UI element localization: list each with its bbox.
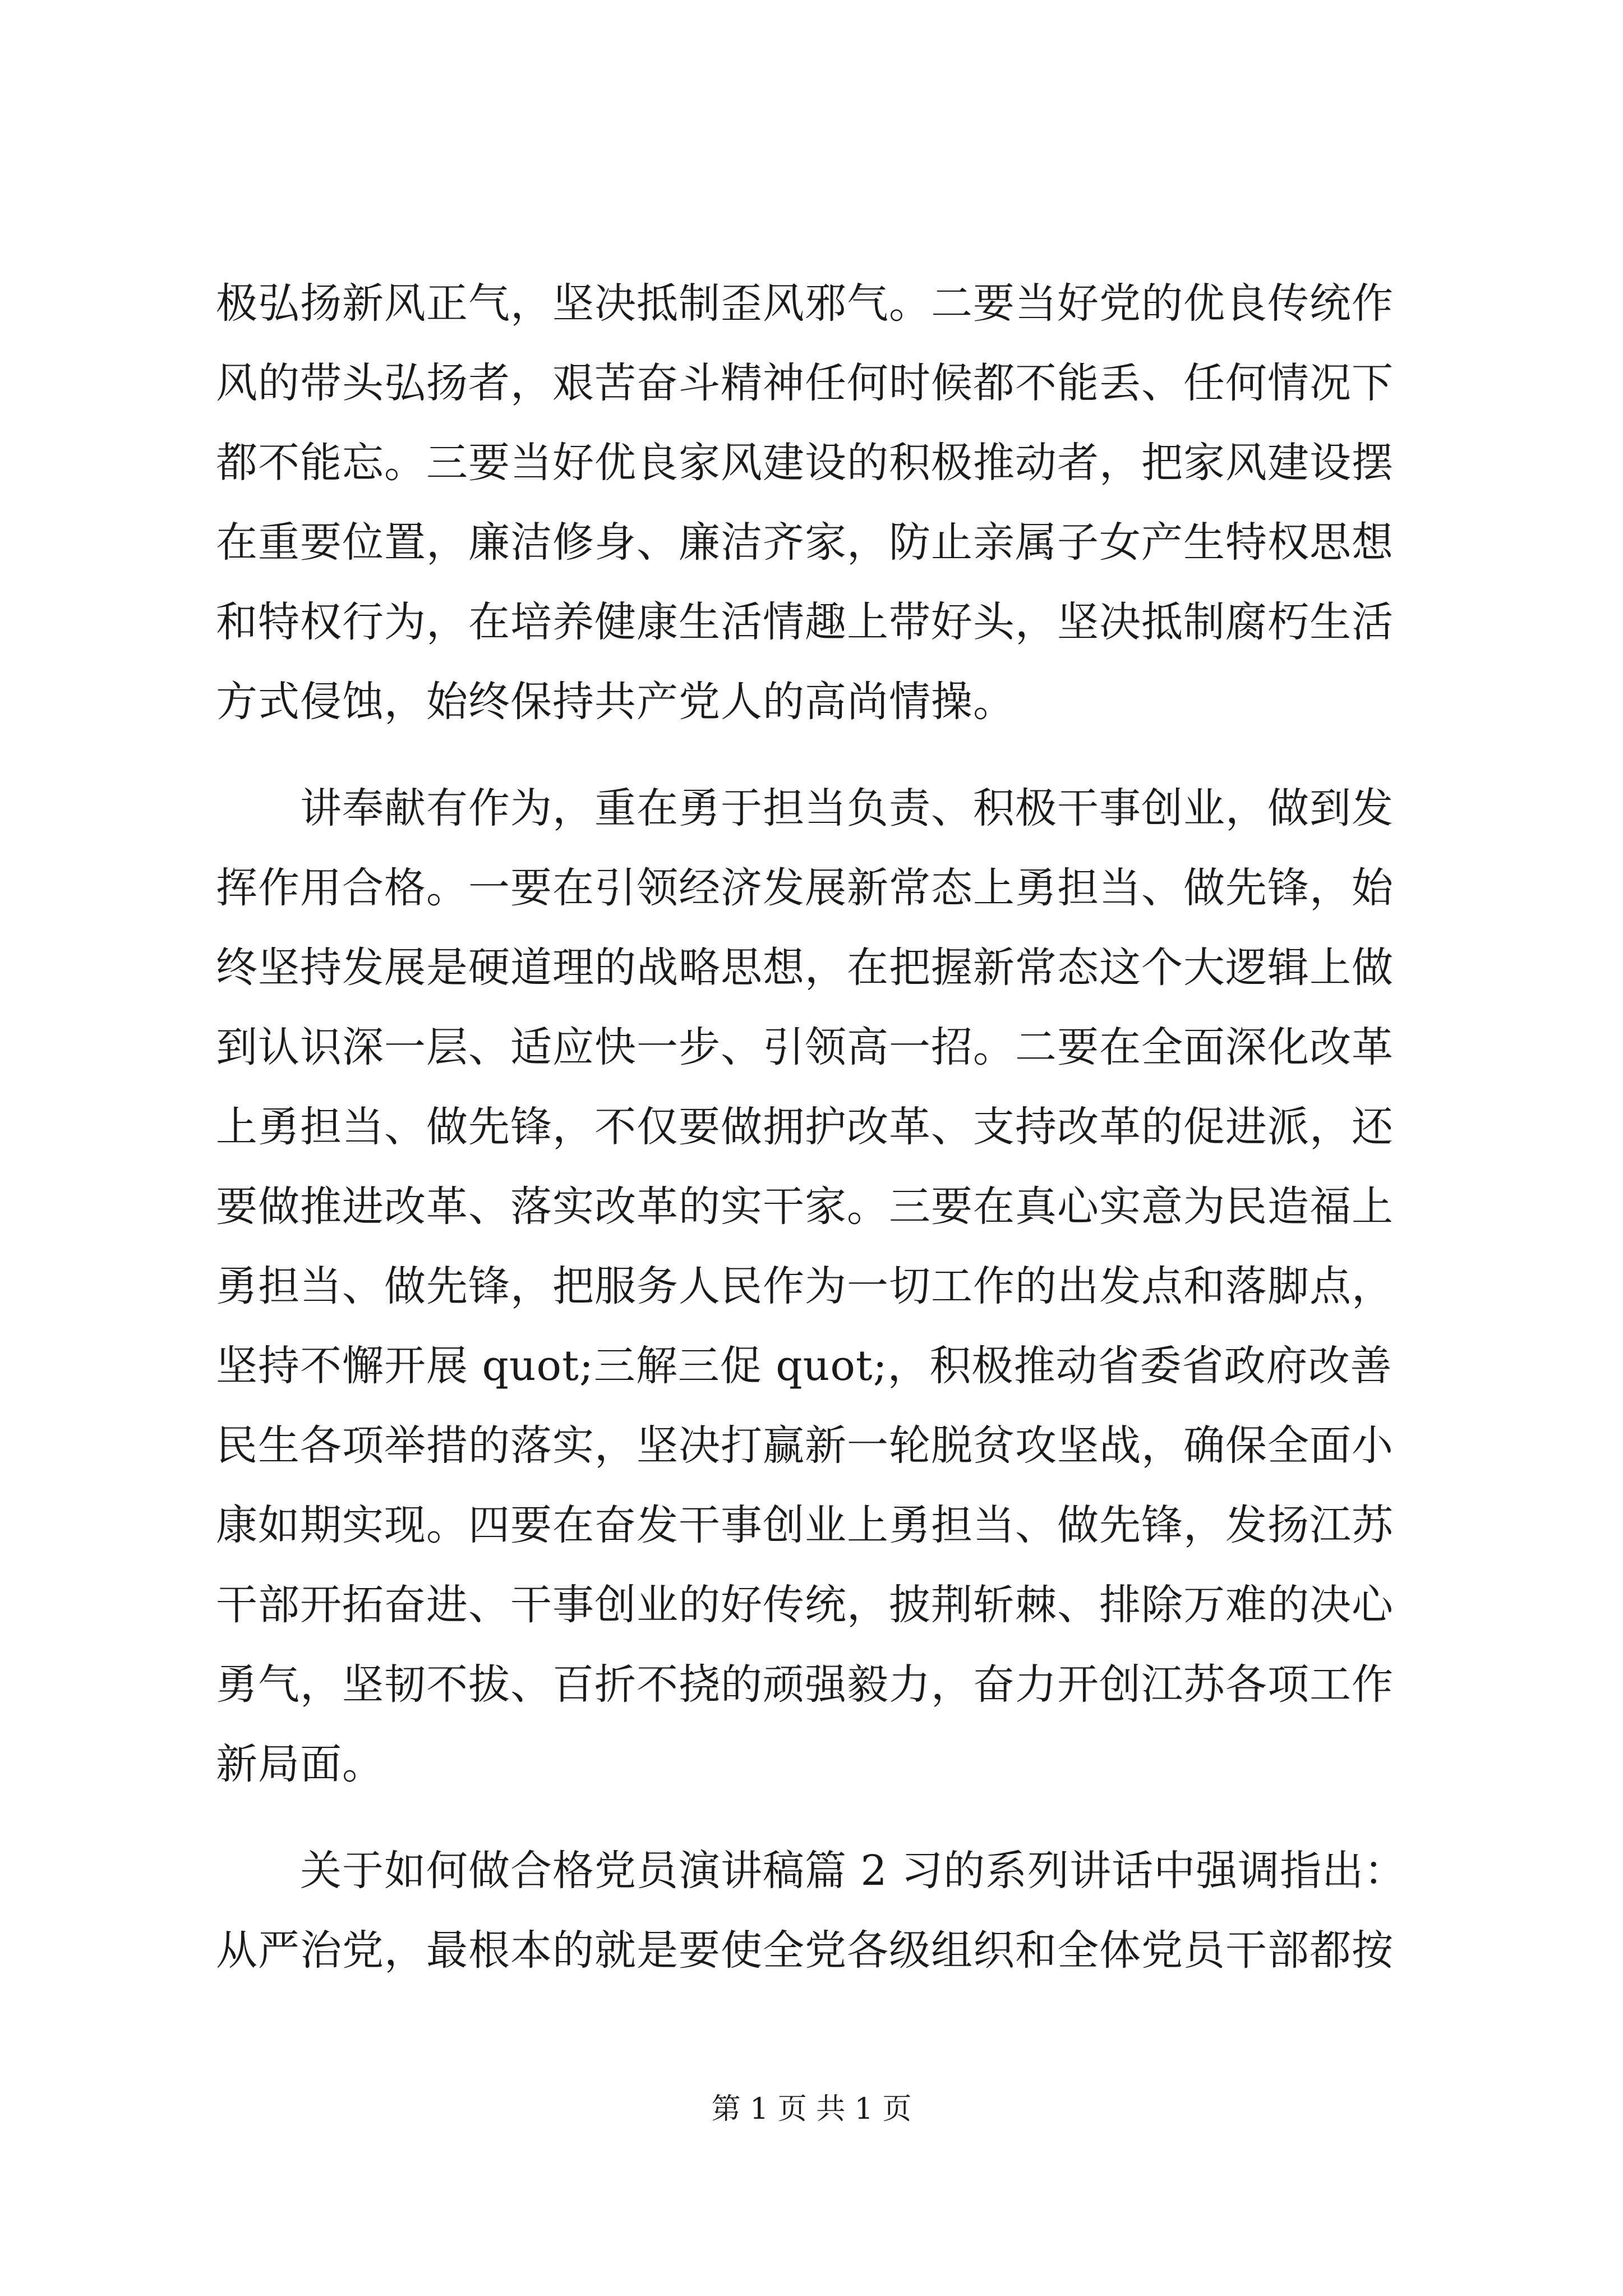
document-body bbox=[216, 264, 1410, 1990]
text-line: 要做推进改革、落实改革的实干家。三要在真心实意为民造福上 bbox=[216, 1182, 1394, 1231]
text-line: 风的带头弘扬者，艰苦奋斗精神任何时候都不能丢、任何情况下 bbox=[216, 359, 1394, 407]
text-line: 勇担当、做先锋，把服务人民作为一切工作的出发点和落脚点， bbox=[216, 1262, 1394, 1310]
text-line: 民生各项举措的落实，坚决打赢新一轮脱贫攻坚战，确保全面小 bbox=[216, 1421, 1394, 1470]
text-line: 到认识深一层、适应快一步、引领高一招。二要在全面深化改革 bbox=[216, 1023, 1394, 1071]
text-line: 关于如何做合格党员演讲稿篇 2 习的系列讲话中强调指出： bbox=[216, 1847, 1407, 1895]
paragraph-spacer bbox=[216, 742, 1410, 769]
text-line: 坚持不懈开展 quot;三解三促 quot;，积极推动省委省政府改善 bbox=[216, 1342, 1393, 1390]
text-line: 讲奉献有作为，重在勇于担当负责、积极干事创业，做到发 bbox=[216, 784, 1394, 832]
paragraph bbox=[216, 1831, 1410, 1990]
text-line: 挥作用合格。一要在引领经济发展新常态上勇担当、做先锋，始 bbox=[216, 864, 1394, 912]
text-line: 新局面。 bbox=[216, 1740, 384, 1788]
text-line: 康如期实现。四要在奋发干事创业上勇担当、做先锋，发扬江苏 bbox=[216, 1501, 1394, 1549]
text-line: 终坚持发展是硬道理的战略思想，在把握新常态这个大逻辑上做 bbox=[216, 944, 1394, 992]
text-line: 和特权行为，在培养健康生活情趣上带好头，坚决抵制腐朽生活 bbox=[216, 598, 1394, 646]
text-line: 极弘扬新风正气，坚决抵制歪风邪气。二要当好党的优良传统作 bbox=[216, 279, 1394, 328]
paragraph bbox=[216, 264, 1410, 742]
text-line: 方式侵蚀，始终保持共产党人的高尚情操。 bbox=[216, 678, 1015, 726]
text-line: 上勇担当、做先锋，不仅要做拥护改革、支持改革的促进派，还 bbox=[216, 1103, 1394, 1151]
text-line: 都不能忘。三要当好优良家风建设的积极推动者，把家风建设摆 bbox=[216, 439, 1394, 487]
text-line: 干部开拓奋进、干事创业的好传统，披荆斩棘、排除万难的决心 bbox=[216, 1581, 1394, 1629]
text-line: 从严治党，最根本的就是要使全党各级组织和全体党员干部都按 bbox=[216, 1926, 1394, 1975]
paragraph-spacer bbox=[216, 1804, 1410, 1831]
page-footer bbox=[0, 2090, 1623, 2129]
page-number-label: 第 1 页 共 1 页 bbox=[711, 2092, 912, 2126]
text-line: 勇气，坚韧不拔、百折不挠的顽强毅力，奋力开创江苏各项工作 bbox=[216, 1660, 1394, 1709]
text-line: 在重要位置，廉洁修身、廉洁齐家，防止亲属子女产生特权思想 bbox=[216, 518, 1394, 567]
paragraph bbox=[216, 769, 1410, 1804]
